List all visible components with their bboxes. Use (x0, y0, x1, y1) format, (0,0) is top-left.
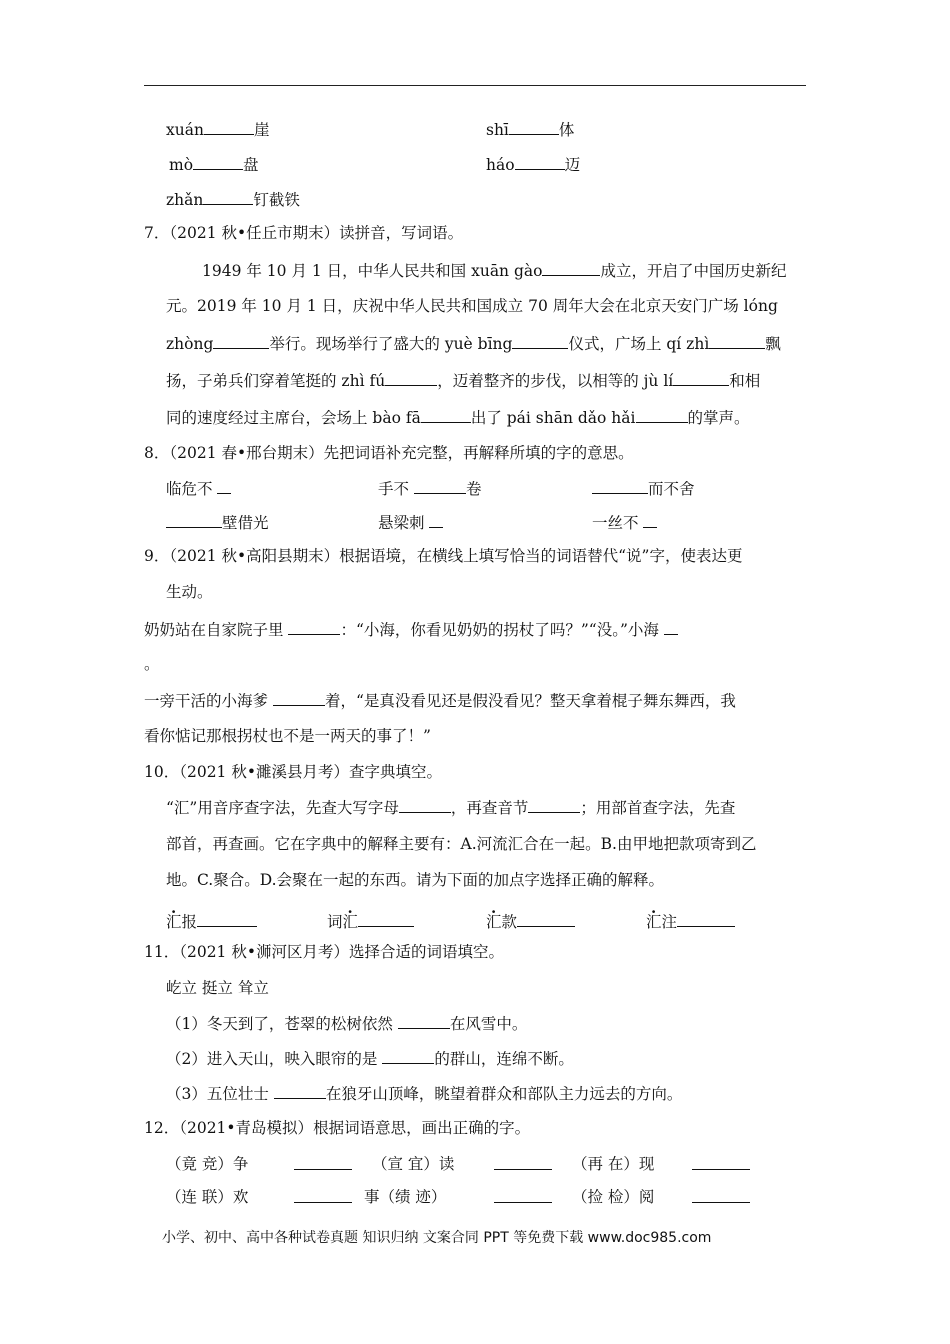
pinyin-item: zhǎn 钉截铁 (166, 191, 300, 209)
q7-line: zhòng 举行。现场举行了盛大的 yuè bīng 仪式，广场上 qí zhì 飘 (166, 335, 781, 353)
q9-line: 。 (144, 655, 160, 673)
q10-line: “汇”用音序查字法，先查大写字母 ，再查音节 ；用部首查字法，先查 (166, 799, 736, 817)
idiom-item: 壁借光 (166, 512, 269, 533)
pinyin-item: mò 盘 (169, 156, 259, 174)
footer-text: 小学、初中、高中各种试卷真题 知识归纳 文案合同 PPT 等免费下载 www.doc985.com (162, 1230, 712, 1246)
q7-line: 同的速度经过主席台，会场上 bào fā 出了 pái shān dǎo hǎi 的掌声。 (166, 409, 750, 427)
question-12-title: 12．（2021•青岛模拟）根据词语意思，画出正确的字。 (144, 1119, 531, 1137)
dotted-word: 汇注 (646, 911, 735, 932)
q7-line: 元。2019 年 10 月 1 日，庆祝中华人民共和国成立 70 周年大会在北京天安门广场 lóng (166, 297, 778, 315)
q9-line: 一旁干活的小海爹 着，“是真没看见还是假没看见？整天拿着棍子舞东舞西，我 (144, 692, 736, 710)
answer-blank (294, 1154, 352, 1175)
question-11-title: 11．（2021 秋•浉河区月考）选择合适的词语填空。 (144, 943, 504, 961)
pinyin-item: shī 体 (486, 121, 575, 139)
q10-line: 地。C.聚合。D.会聚在一起的东西。请为下面的加点字选择正确的解释。 (166, 871, 665, 889)
dotted-word: 汇款 (486, 911, 575, 932)
q11-sentence: （1）冬天到了，苍翠的松树依然 在风雪中。 (166, 1015, 528, 1033)
header-rule (144, 85, 806, 86)
idiom-item: 一丝不 (592, 512, 657, 533)
pinyin-item: háo 迈 (486, 156, 581, 174)
q11-sentence: （3）五位壮士 在狼牙山顶峰，眺望着群众和部队主力远去的方向。 (166, 1085, 683, 1103)
question-8-title: 8．（2021 春•邢台期末）先把词语补充完整，再解释所填的字的意思。 (144, 444, 634, 462)
q10-line: 部首，再查画。它在字典中的解释主要有：A.河流汇合在一起。B.由甲地把款项寄到乙 (166, 835, 757, 853)
answer-blank (692, 1187, 750, 1208)
q7-line: 扬，子弟兵们穿着笔挺的 zhì fú ，迈着整齐的步伐，以相等的 jù lí 和相 (166, 372, 761, 390)
q11-sentence: （2）进入天山，映入眼帘的是 的群山，连绵不断。 (166, 1050, 574, 1068)
char-choice: （连 联）欢 (166, 1188, 249, 1206)
char-choice: （宣 宜）读 (372, 1155, 455, 1173)
idiom-item: 手不 卷 (378, 480, 482, 498)
dotted-word: 汇报 (166, 911, 257, 932)
idiom-item: 临危不 (166, 478, 231, 499)
answer-blank (494, 1154, 552, 1175)
char-choice: （竟 竞）争 (166, 1155, 249, 1173)
q9-line: 生动。 (166, 583, 213, 601)
answer-blank (692, 1154, 750, 1175)
q9-line: 奶奶站在自家院子里 ：“小海，你看见奶奶的拐杖了吗？”“没。”小海 (144, 619, 678, 640)
answer-blank (294, 1187, 352, 1208)
q9-line: 看你惦记那根拐杖也不是一两天的事了！” (144, 727, 431, 745)
pinyin-item: xuán 崖 (166, 121, 270, 139)
idiom-item: 而不舍 (592, 478, 695, 499)
char-choice: （捡 检）阅 (572, 1188, 655, 1206)
q7-line: 1949 年 10 月 1 日，中华人民共和国 xuān gào 成立，开启了中国历史新纪 (202, 262, 787, 280)
answer-blank (494, 1187, 552, 1208)
char-choice: 事（绩 迹） (364, 1188, 447, 1206)
word-options: 屹立 挺立 耸立 (166, 979, 269, 997)
dotted-word: 词汇 (327, 911, 414, 932)
char-choice: （再 在）现 (572, 1155, 655, 1173)
question-10-title: 10．（2021 秋•濉溪县月考）查字典填空。 (144, 763, 442, 781)
question-9-title: 9．（2021 秋•高阳县期末）根据语境，在横线上填写恰当的词语替代“说”字，使表达更 (144, 547, 743, 565)
idiom-item: 悬梁刺 (378, 512, 443, 533)
question-7-title: 7．（2021 秋•任丘市期末）读拼音，写词语。 (144, 224, 464, 242)
